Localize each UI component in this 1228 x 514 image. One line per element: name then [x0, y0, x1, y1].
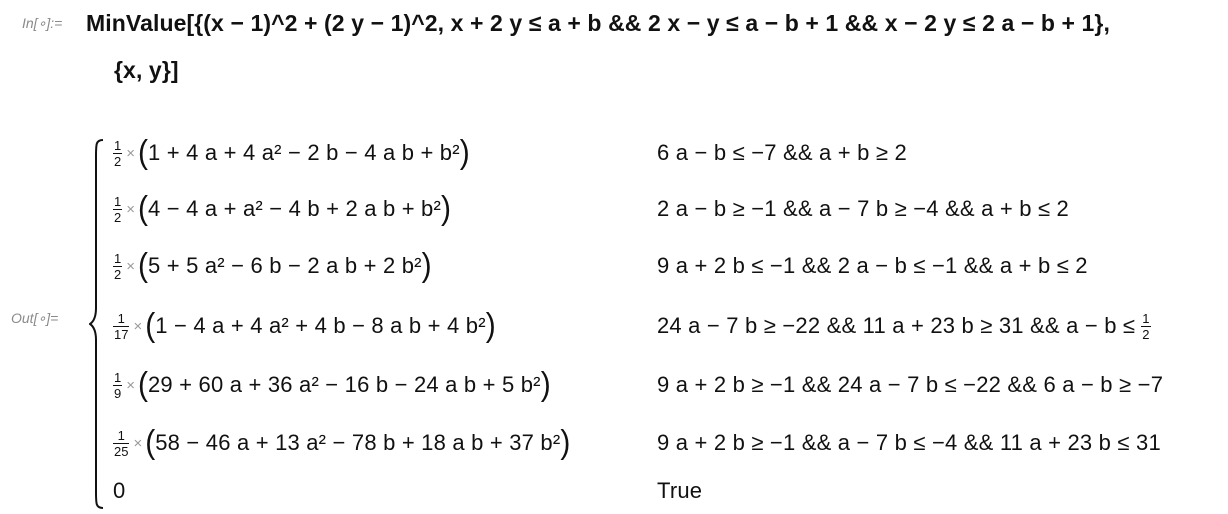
coefficient-fraction: $\frac{1}{25}$ [114, 427, 129, 459]
times-symbol: × [126, 144, 135, 162]
times-symbol: × [126, 257, 135, 275]
piecewise-condition[interactable]: 9 a + 2 b ≥ −1 && a − 7 b ≤ −4 && 11 a + 23 b ≤ 31 [657, 430, 1161, 455]
piecewise-expression[interactable]: $\frac{1}{25}$ × ( 58 − 46 a + 13 a² − 78 b + 18 a b + 37 b² ) [114, 424, 571, 461]
piecewise-expression[interactable]: 0 [113, 478, 126, 503]
piecewise-condition[interactable]: 9 a + 2 b ≤ −1 && 2 a − b ≤ −1 && a + b ≤ 2 [657, 253, 1088, 278]
piecewise-expression[interactable]: $\frac{1}{2}$ × ( 1 + 4 a + 4 a² − 2 b − 4 a b + b² ) [114, 134, 470, 171]
piecewise-expression[interactable]: $\frac{1}{2}$ × ( 5 + 5 a² − 6 b − 2 a b + 2 b² ) [114, 247, 432, 284]
piecewise-expression[interactable]: $\frac{1}{9}$ × ( 29 + 60 a + 36 a² − 16 b − 24 a b + 5 b² ) [114, 366, 551, 403]
times-symbol: × [126, 200, 135, 218]
times-symbol: × [126, 376, 135, 394]
coefficient-fraction: $\frac{1}{2}$ [114, 137, 122, 169]
condition-fraction: $\frac{1}{2}$ [1142, 310, 1150, 342]
input-code-line-1[interactable]: MinValue[{(x − 1)^2 + (2 y − 1)^2, x + 2 y ≤ a + b && 2 x − y ≤ a − b + 1 && x − 2 y ≤ 2 a − b + 1}, [86, 10, 1110, 36]
coefficient-fraction: $\frac{1}{2}$ [114, 193, 122, 225]
input-code-line-2[interactable]: {x, y}] [114, 57, 179, 83]
piecewise-expression[interactable]: $\frac{1}{2}$ × ( 4 − 4 a + a² − 4 b + 2 a b + b² ) [114, 190, 452, 227]
piecewise-brace [89, 138, 105, 510]
piecewise-condition[interactable]: 9 a + 2 b ≥ −1 && 24 a − 7 b ≤ −22 && 6 a − b ≥ −7 [657, 372, 1164, 397]
piecewise-condition[interactable]: 6 a − b ≤ −7 && a + b ≥ 2 [657, 140, 907, 165]
piecewise-condition[interactable]: True [657, 478, 703, 503]
output-cell-label: Out[∘]= [11, 310, 59, 326]
coefficient-fraction: $\frac{1}{2}$ [114, 250, 122, 282]
coefficient-fraction: $\frac{1}{9}$ [114, 369, 122, 401]
input-cell-label: In[∘]:= [22, 15, 63, 31]
piecewise-condition[interactable]: 24 a − 7 b ≥ −22 && 11 a + 23 b ≥ 31 && a − b ≤ $\frac{1}{2}$ [657, 310, 1150, 342]
coefficient-fraction: $\frac{1}{17}$ [114, 310, 129, 342]
times-symbol: × [133, 434, 143, 452]
times-symbol: × [133, 317, 143, 335]
piecewise-condition[interactable]: 2 a − b ≥ −1 && a − 7 b ≥ −4 && a + b ≤ 2 [657, 196, 1069, 221]
piecewise-expression[interactable]: $\frac{1}{17}$ × ( 1 − 4 a + 4 a² + 4 b − 8 a b + 4 b² ) [114, 307, 496, 344]
